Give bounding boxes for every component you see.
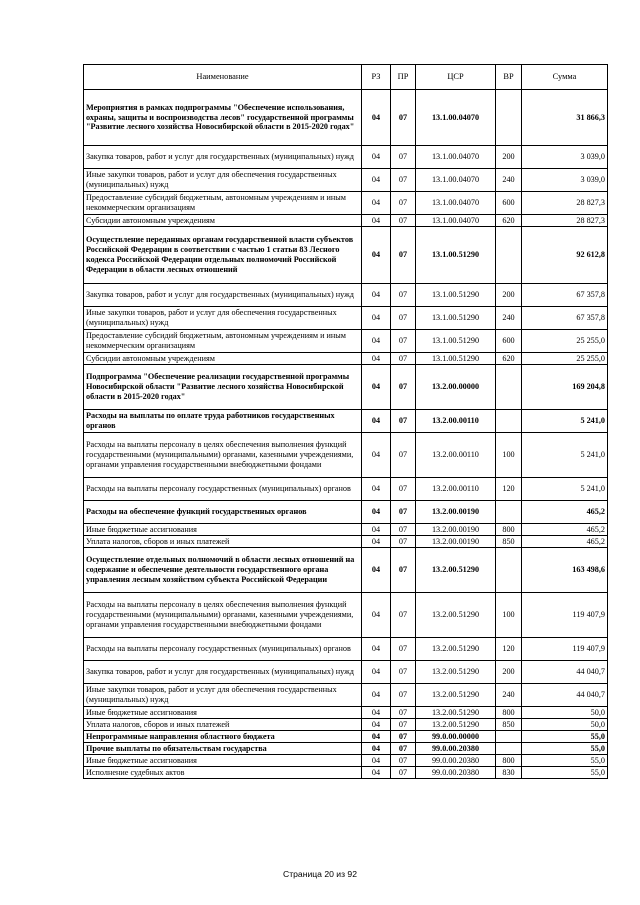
cell-vr	[496, 743, 522, 755]
cell-vr	[496, 410, 522, 433]
cell-sum: 55,0	[522, 743, 608, 755]
cell-rz: 04	[362, 719, 391, 731]
table-row	[84, 365, 608, 410]
table-row	[84, 169, 608, 192]
cell-name: Осуществление отдельных полномочий в области лесных отношений на содержание и обеспечение деятельности государственного органа управления лесным хозяйством субъекта Российской Федерации	[84, 548, 362, 593]
cell-name: Субсидии автономным учреждениям	[84, 353, 362, 365]
cell-rz: 04	[362, 767, 391, 779]
cell-csr: 13.2.00.51290	[416, 548, 496, 593]
cell-vr: 240	[496, 684, 522, 707]
cell-sum: 3 039,0	[522, 169, 608, 192]
table-row	[84, 284, 608, 307]
cell-rz: 04	[362, 192, 391, 215]
cell-vr	[496, 365, 522, 410]
cell-pr: 07	[391, 215, 416, 227]
cell-pr: 07	[391, 536, 416, 548]
cell-pr: 07	[391, 307, 416, 330]
cell-rz: 04	[362, 743, 391, 755]
header-name: Наименование	[84, 65, 362, 90]
cell-rz: 04	[362, 548, 391, 593]
cell-vr: 100	[496, 433, 522, 478]
cell-pr: 07	[391, 707, 416, 719]
cell-vr	[496, 731, 522, 743]
cell-pr: 07	[391, 410, 416, 433]
table-row	[84, 227, 608, 284]
table-row	[84, 767, 608, 779]
cell-csr: 99.0.00.20380	[416, 755, 496, 767]
cell-vr: 120	[496, 638, 522, 661]
cell-sum: 28 827,3	[522, 215, 608, 227]
cell-vr: 850	[496, 536, 522, 548]
cell-csr: 13.2.00.00110	[416, 410, 496, 433]
cell-pr: 07	[391, 755, 416, 767]
table-row	[84, 410, 608, 433]
cell-csr: 13.1.00.04070	[416, 215, 496, 227]
cell-rz: 04	[362, 755, 391, 767]
cell-rz: 04	[362, 524, 391, 536]
table-row	[84, 501, 608, 524]
cell-sum: 25 255,0	[522, 330, 608, 353]
cell-rz: 04	[362, 365, 391, 410]
cell-csr: 13.2.00.51290	[416, 593, 496, 638]
cell-csr: 99.0.00.20380	[416, 767, 496, 779]
header-pr: ПР	[391, 65, 416, 90]
cell-pr: 07	[391, 743, 416, 755]
cell-pr: 07	[391, 330, 416, 353]
budget-table	[83, 64, 608, 779]
cell-pr: 07	[391, 227, 416, 284]
cell-name: Расходы на выплаты персоналу государственных (муниципальных) органов	[84, 478, 362, 501]
cell-csr: 13.2.00.51290	[416, 661, 496, 684]
cell-rz: 04	[362, 410, 391, 433]
table-row	[84, 215, 608, 227]
table-row	[84, 478, 608, 501]
cell-rz: 04	[362, 330, 391, 353]
cell-vr	[496, 90, 522, 146]
cell-vr: 800	[496, 755, 522, 767]
cell-csr: 13.2.00.51290	[416, 638, 496, 661]
cell-vr: 620	[496, 353, 522, 365]
cell-sum: 67 357,8	[522, 307, 608, 330]
table-row	[84, 593, 608, 638]
cell-rz: 04	[362, 90, 391, 146]
cell-csr: 13.2.00.00000	[416, 365, 496, 410]
cell-sum: 92 612,8	[522, 227, 608, 284]
cell-vr: 120	[496, 478, 522, 501]
cell-rz: 04	[362, 684, 391, 707]
cell-rz: 04	[362, 707, 391, 719]
cell-csr: 13.2.00.00110	[416, 478, 496, 501]
cell-pr: 07	[391, 365, 416, 410]
cell-sum: 28 827,3	[522, 192, 608, 215]
cell-name: Осуществление переданных органам государственной власти субъектов Российской Федерации в соответствии с частью 1 статьи 83 Лесного кодекса Российской Федерации отдельных полномочий Российской Федерации в области лесных отношений	[84, 227, 362, 284]
cell-sum: 119 407,9	[522, 593, 608, 638]
cell-name: Субсидии автономным учреждениям	[84, 215, 362, 227]
table-header-row	[84, 65, 608, 90]
cell-vr: 200	[496, 661, 522, 684]
cell-name: Уплата налогов, сборов и иных платежей	[84, 719, 362, 731]
cell-pr: 07	[391, 548, 416, 593]
cell-sum: 25 255,0	[522, 353, 608, 365]
cell-sum: 465,2	[522, 501, 608, 524]
cell-sum: 55,0	[522, 755, 608, 767]
cell-rz: 04	[362, 536, 391, 548]
cell-sum: 5 241,0	[522, 478, 608, 501]
cell-csr: 13.1.00.51290	[416, 353, 496, 365]
cell-csr: 13.2.00.00190	[416, 536, 496, 548]
cell-pr: 07	[391, 284, 416, 307]
cell-rz: 04	[362, 169, 391, 192]
cell-sum: 50,0	[522, 719, 608, 731]
cell-pr: 07	[391, 593, 416, 638]
cell-sum: 50,0	[522, 707, 608, 719]
cell-vr: 830	[496, 767, 522, 779]
cell-name: Иные закупки товаров, работ и услуг для обеспечения государственных (муниципальных) нужд	[84, 307, 362, 330]
table-row	[84, 684, 608, 707]
cell-pr: 07	[391, 684, 416, 707]
cell-pr: 07	[391, 353, 416, 365]
cell-vr: 240	[496, 169, 522, 192]
cell-csr: 13.2.00.51290	[416, 719, 496, 731]
cell-sum: 31 866,3	[522, 90, 608, 146]
table-row	[84, 536, 608, 548]
cell-csr: 13.1.00.04070	[416, 90, 496, 146]
cell-pr: 07	[391, 767, 416, 779]
cell-vr: 620	[496, 215, 522, 227]
cell-pr: 07	[391, 146, 416, 169]
cell-rz: 04	[362, 433, 391, 478]
cell-pr: 07	[391, 524, 416, 536]
cell-sum: 67 357,8	[522, 284, 608, 307]
cell-name: Прочие выплаты по обязательствам государства	[84, 743, 362, 755]
table-row	[84, 433, 608, 478]
cell-csr: 13.2.00.00190	[416, 501, 496, 524]
cell-name: Расходы на выплаты персоналу в целях обеспечения выполнения функций государственными (муниципальными) органами, казенными учреждениями, органами управления государственными внебюджетными фондами	[84, 433, 362, 478]
cell-pr: 07	[391, 433, 416, 478]
cell-pr: 07	[391, 731, 416, 743]
cell-vr: 600	[496, 330, 522, 353]
cell-csr: 99.0.00.20380	[416, 743, 496, 755]
cell-pr: 07	[391, 90, 416, 146]
table-row	[84, 743, 608, 755]
cell-name: Уплата налогов, сборов и иных платежей	[84, 536, 362, 548]
table-row	[84, 307, 608, 330]
cell-sum: 465,2	[522, 524, 608, 536]
table-row	[84, 330, 608, 353]
cell-csr: 13.1.00.51290	[416, 227, 496, 284]
cell-csr: 13.1.00.51290	[416, 330, 496, 353]
cell-pr: 07	[391, 478, 416, 501]
cell-name: Иные закупки товаров, работ и услуг для обеспечения государственных (муниципальных) нужд	[84, 169, 362, 192]
cell-pr: 07	[391, 501, 416, 524]
cell-name: Предоставление субсидий бюджетным, автономным учреждениям и иным некоммерческим организациям	[84, 192, 362, 215]
cell-rz: 04	[362, 593, 391, 638]
cell-pr: 07	[391, 638, 416, 661]
table-row	[84, 146, 608, 169]
cell-sum: 119 407,9	[522, 638, 608, 661]
cell-name: Расходы на обеспечение функций государственных органов	[84, 501, 362, 524]
cell-name: Предоставление субсидий бюджетным, автономным учреждениям и иным некоммерческим организациям	[84, 330, 362, 353]
cell-csr: 13.1.00.04070	[416, 192, 496, 215]
table-row	[84, 719, 608, 731]
cell-name: Иные бюджетные ассигнования	[84, 524, 362, 536]
cell-rz: 04	[362, 353, 391, 365]
cell-sum: 163 498,6	[522, 548, 608, 593]
cell-name: Подпрограмма "Обеспечение реализации государственной программы Новосибирской области "Развитие лесного хозяйства Новосибирской области в 2015-2020 годах"	[84, 365, 362, 410]
table-row	[84, 524, 608, 536]
cell-sum: 3 039,0	[522, 146, 608, 169]
cell-vr: 800	[496, 707, 522, 719]
page-number: Страница 20 из 92	[283, 869, 357, 879]
header-sum: Сумма	[522, 65, 608, 90]
cell-pr: 07	[391, 719, 416, 731]
header-rz: РЗ	[362, 65, 391, 90]
table-row	[84, 707, 608, 719]
cell-name: Расходы на выплаты персоналу в целях обеспечения выполнения функций государственными (муниципальными) органами, казенными учреждениями, органами управления государственными внебюджетными фондами	[84, 593, 362, 638]
cell-csr: 13.1.00.04070	[416, 146, 496, 169]
cell-vr: 100	[496, 593, 522, 638]
cell-vr: 200	[496, 146, 522, 169]
cell-vr: 200	[496, 284, 522, 307]
cell-rz: 04	[362, 731, 391, 743]
cell-pr: 07	[391, 661, 416, 684]
cell-csr: 99.0.00.00000	[416, 731, 496, 743]
cell-sum: 5 241,0	[522, 410, 608, 433]
cell-csr: 13.1.00.04070	[416, 169, 496, 192]
cell-vr: 240	[496, 307, 522, 330]
cell-name: Иные бюджетные ассигнования	[84, 707, 362, 719]
cell-vr	[496, 548, 522, 593]
cell-name: Закупка товаров, работ и услуг для государственных (муниципальных) нужд	[84, 284, 362, 307]
cell-sum: 55,0	[522, 767, 608, 779]
cell-sum: 55,0	[522, 731, 608, 743]
cell-rz: 04	[362, 307, 391, 330]
table-row	[84, 755, 608, 767]
cell-csr: 13.2.00.00190	[416, 524, 496, 536]
table-row	[84, 661, 608, 684]
cell-name: Расходы на выплаты персоналу государственных (муниципальных) органов	[84, 638, 362, 661]
cell-csr: 13.1.00.51290	[416, 284, 496, 307]
cell-sum: 5 241,0	[522, 433, 608, 478]
cell-rz: 04	[362, 661, 391, 684]
cell-vr	[496, 501, 522, 524]
table-row	[84, 731, 608, 743]
cell-csr: 13.2.00.51290	[416, 684, 496, 707]
cell-rz: 04	[362, 146, 391, 169]
cell-name: Закупка товаров, работ и услуг для государственных (муниципальных) нужд	[84, 661, 362, 684]
cell-vr: 800	[496, 524, 522, 536]
cell-sum: 44 040,7	[522, 661, 608, 684]
table-row	[84, 90, 608, 146]
cell-rz: 04	[362, 478, 391, 501]
cell-name: Исполнение судебных актов	[84, 767, 362, 779]
cell-rz: 04	[362, 638, 391, 661]
table-row	[84, 548, 608, 593]
cell-sum: 465,2	[522, 536, 608, 548]
cell-pr: 07	[391, 169, 416, 192]
table-row	[84, 638, 608, 661]
cell-name: Иные закупки товаров, работ и услуг для обеспечения государственных (муниципальных) нужд	[84, 684, 362, 707]
cell-sum: 44 040,7	[522, 684, 608, 707]
cell-csr: 13.2.00.51290	[416, 707, 496, 719]
cell-sum: 169 204,8	[522, 365, 608, 410]
cell-rz: 04	[362, 284, 391, 307]
cell-name: Закупка товаров, работ и услуг для государственных (муниципальных) нужд	[84, 146, 362, 169]
cell-vr	[496, 227, 522, 284]
table-row	[84, 192, 608, 215]
cell-name: Расходы на выплаты по оплате труда работников государственных органов	[84, 410, 362, 433]
cell-vr: 600	[496, 192, 522, 215]
table-row	[84, 353, 608, 365]
cell-rz: 04	[362, 501, 391, 524]
cell-rz: 04	[362, 227, 391, 284]
cell-csr: 13.1.00.51290	[416, 307, 496, 330]
cell-vr: 850	[496, 719, 522, 731]
cell-rz: 04	[362, 215, 391, 227]
cell-name: Непрограммные направления областного бюджета	[84, 731, 362, 743]
header-csr: ЦСР	[416, 65, 496, 90]
cell-name: Мероприятия в рамках подпрограммы "Обеспечение использования, охраны, защиты и воспроизводства лесов" государственной программы "Развитие лесного хозяйства Новосибирской области в 2015-2020 годах"	[84, 90, 362, 146]
header-vr: ВР	[496, 65, 522, 90]
cell-pr: 07	[391, 192, 416, 215]
cell-name: Иные бюджетные ассигнования	[84, 755, 362, 767]
cell-csr: 13.2.00.00110	[416, 433, 496, 478]
